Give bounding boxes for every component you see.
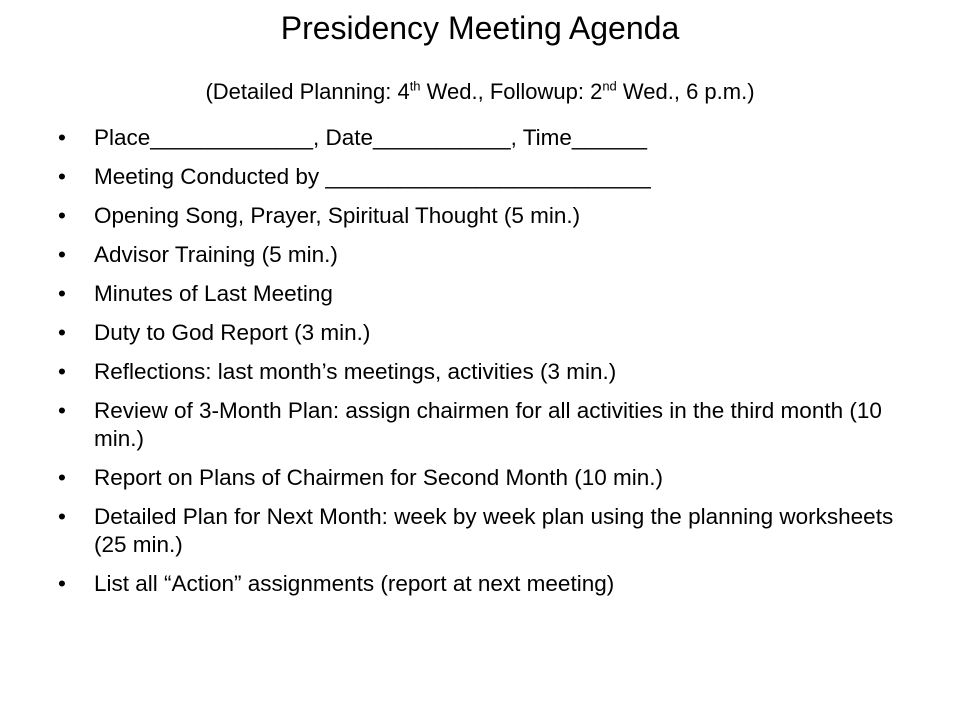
bullet-icon: • [58, 242, 66, 267]
agenda-item-reflections [58, 358, 918, 386]
agenda-item-text: Meeting Conducted by __________________________ [94, 164, 651, 189]
agenda-item-conducted-by [58, 163, 918, 191]
subtitle-ordinal-nd: nd [602, 78, 617, 94]
meeting-schedule-subtitle [0, 78, 960, 106]
bullet-icon: • [58, 398, 66, 423]
bullet-icon: • [58, 320, 66, 345]
agenda-item-chairmen-report [58, 464, 918, 492]
agenda-item-minutes [58, 280, 918, 308]
agenda-item-text: Duty to God Report (3 min.) [94, 320, 371, 345]
agenda-item-text: Minutes of Last Meeting [94, 281, 333, 306]
subtitle-ordinal-th: th [409, 78, 421, 94]
agenda-item-text: Advisor Training (5 min.) [94, 242, 338, 267]
agenda-item-text: Opening Song, Prayer, Spiritual Thought (5 min.) [94, 203, 581, 228]
bullet-icon: • [58, 125, 66, 150]
agenda-item-text: Review of 3-Month Plan: assign chairmen for all activities in the third month (10 min.) [94, 398, 882, 451]
subtitle-suffix: Wed., 6 p.m.) [616, 79, 755, 104]
bullet-icon: • [58, 465, 66, 490]
agenda-item-text: List all “Action” assignments (report at next meeting) [94, 571, 615, 596]
agenda-item-opening [58, 202, 918, 230]
agenda-item-text: Place_____________, Date___________, Time______ [94, 125, 647, 150]
bullet-icon: • [58, 164, 66, 189]
agenda-item-duty-to-god [58, 319, 918, 347]
agenda-item-action-assignments [58, 570, 918, 598]
agenda-item-advisor-training [58, 241, 918, 269]
bullet-icon: • [58, 504, 66, 529]
agenda-item-text: Report on Plans of Chairmen for Second Month (10 min.) [94, 465, 664, 490]
bullet-icon: • [58, 571, 66, 596]
agenda-item-text: Detailed Plan for Next Month: week by week plan using the planning worksheets (25 min.) [94, 504, 894, 557]
bullet-icon: • [58, 359, 66, 384]
agenda-item-review-plan [58, 397, 918, 453]
agenda-list [58, 124, 918, 609]
bullet-icon: • [58, 281, 66, 306]
agenda-item-place-date-time [58, 124, 918, 152]
bullet-icon: • [58, 203, 66, 228]
subtitle-middle: Wed., Followup: 2 [420, 79, 603, 104]
agenda-item-detailed-plan [58, 503, 918, 559]
page-title: Presidency Meeting Agenda [280, 10, 680, 46]
subtitle-prefix: (Detailed Planning: 4 [205, 79, 410, 104]
agenda-item-text: Reflections: last month’s meetings, activities (3 min.) [94, 359, 617, 384]
